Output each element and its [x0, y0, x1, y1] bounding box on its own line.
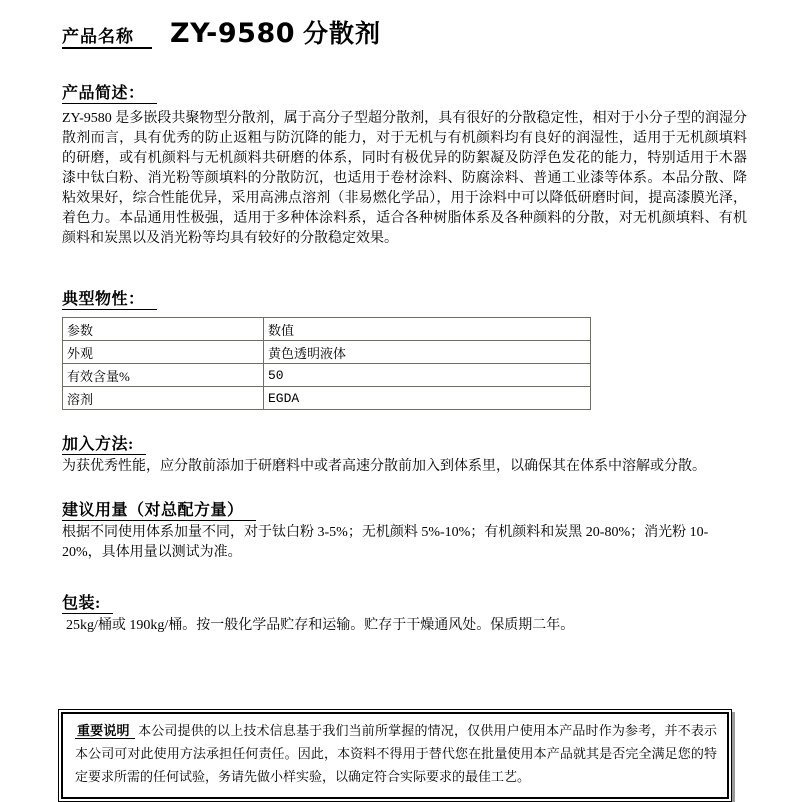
- section-heading-method: 加入方法:: [62, 431, 747, 454]
- notice-text: 本公司提供的以上技术信息基于我们当前所掌握的情况，仅供用户使用本产品时作为参考，并不表示本公司可对此使用方法承担任何责任。因此，本资料不得用于替代您在批量使用本产品就其是否完全满足您的特定要求所需的任何试验，务请先做小样实验，以确定符合实际要求的最佳工艺。: [75, 723, 717, 784]
- section-heading-dosage: 建议用量（对总配方量）: [62, 497, 747, 520]
- section-heading-overview: 产品简述：: [62, 80, 747, 103]
- product-code: ZY-9580: [170, 18, 296, 49]
- table-row: [63, 387, 591, 410]
- section-heading-packaging: 包装:: [62, 590, 747, 613]
- product-title: [62, 14, 747, 50]
- overview-text: ZY-9580 是多嵌段共聚物型分散剂，属于高分子型超分散剂，具有很好的分散稳定性，相对于小分子型的润湿分散剂而言，具有优秀的防止返粗与防沉降的能力，对于无机与有机颜料均有良好的润湿性，适用于无机颜填料的研磨，或有机颜料与无机颜料共研磨的体系，同时有极优异的防絮凝及防浮色发花的能力，特别适用于木器漆中钛白粉、消光粉等颜填料的分散防沉，也适用于卷材涂料、防腐涂料、普通工业漆等体系。本品分散、降粘效果好，综合性能优异，采用高沸点溶剂（非易燃化学品），用于涂料中可以降低研磨时间，提高漆膜光泽，着色力。本品通用性极强，适用于多种体涂料系，适合各种树脂体系及各种颜料的分散，对无机颜填料、有机颜料和炭黑以及消光粉等均具有较好的分散稳定效果。: [62, 111, 747, 246]
- table-cell-value: 黄色透明液体: [264, 341, 591, 364]
- table-cell-parameter: 有效含量%: [63, 364, 264, 387]
- product-name-label: 产品名称: [62, 22, 152, 49]
- notice-content: [61, 712, 729, 799]
- table-cell-value: 50: [264, 364, 591, 387]
- properties-table: [62, 317, 591, 410]
- table-cell-parameter: 溶剂: [63, 387, 264, 410]
- dosage-text: 根据不同使用体系加量不同，对于钛白粉 3-5%；无机颜料 5%-10%；有机颜料和炭黑 20-80%；消光粉 10-20%，具体用量以测试为准。: [62, 525, 709, 560]
- table-header-value: 数值: [264, 318, 591, 341]
- table-header-row: [63, 318, 591, 341]
- product-type: 分散剂: [303, 21, 382, 48]
- table-row: [63, 364, 591, 387]
- table-row: [63, 341, 591, 364]
- table-header-parameter: 参数: [63, 318, 264, 341]
- packaging-text: 25kg/桶或 190kg/桶。按一般化学品贮存和运输。贮存于干燥通风处。保质期二年。: [66, 618, 575, 633]
- table-cell-parameter: 外观: [63, 341, 264, 364]
- notice-label: 重要说明: [75, 723, 135, 739]
- method-text: 为获优秀性能，应分散前添加于研磨料中或者高速分散前加入到体系里，以确保其在体系中溶解或分散。: [62, 459, 706, 474]
- notice-box: [58, 709, 732, 802]
- section-heading-properties: 典型物性：: [62, 286, 747, 309]
- table-cell-value: EGDA: [264, 387, 591, 410]
